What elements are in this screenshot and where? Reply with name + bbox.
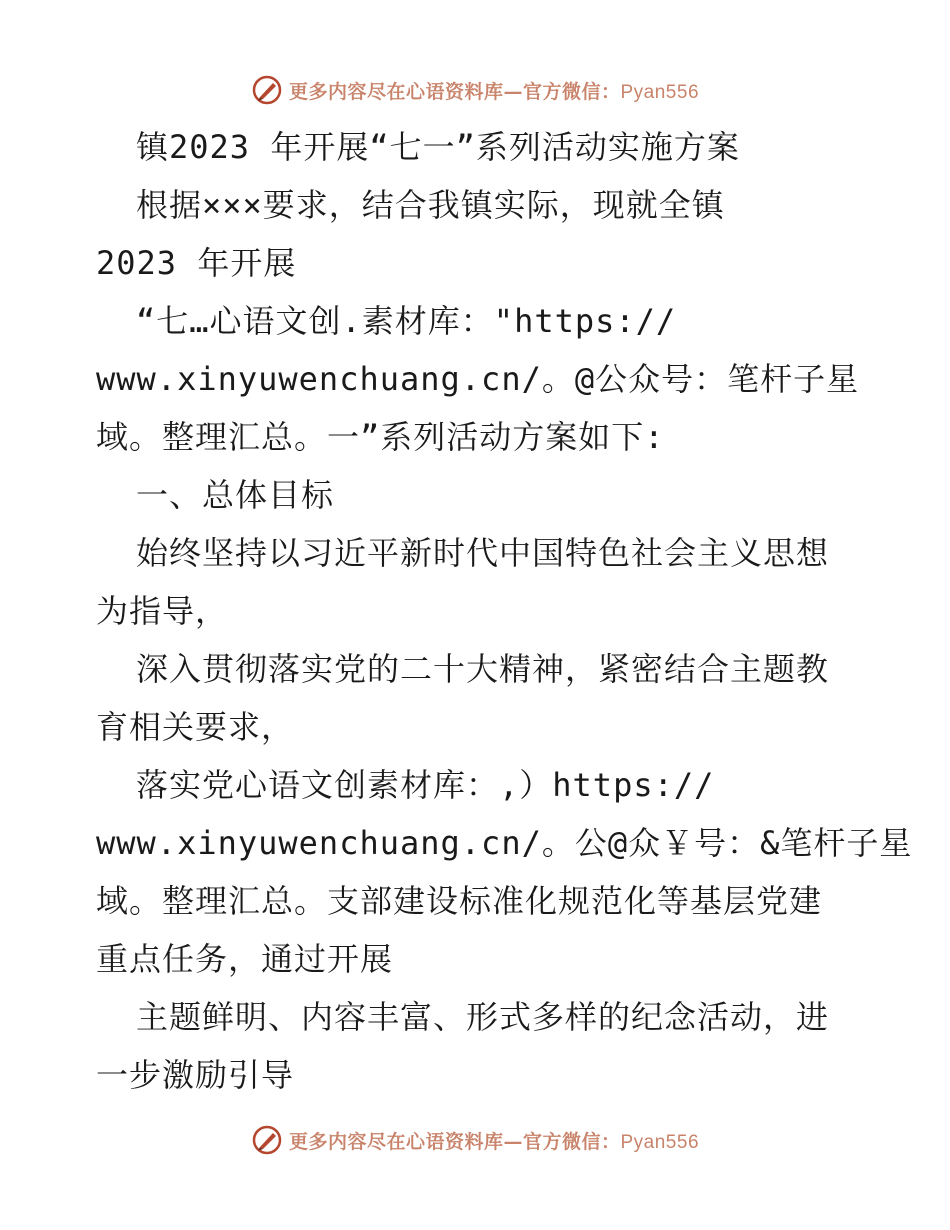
document-line: 镇2023 年开展“七一”系列活动实施方案 — [136, 128, 740, 166]
document-line: 域。整理汇总。支部建设标准化规范化等基层党建 — [96, 882, 823, 920]
document-line: 一、总体目标 — [136, 476, 335, 514]
document-line: 始终坚持以习近平新时代中国特色社会主义思想 — [136, 534, 830, 572]
document-line: 落实党心语文创素材库：,）https:// — [136, 766, 715, 804]
document-line: 深入贯彻落实党的二十大精神，紧密结合主题教 — [136, 650, 830, 688]
document-line: www.xinyuwenchuang.cn/。公@众￥号：&笔杆子星 — [96, 824, 913, 862]
footer-banner: 更多内容尽在心语资料库—官方微信：Pyan556 — [288, 1130, 700, 1153]
document-line: 域。整理汇总。一”系列活动方案如下: — [96, 418, 665, 456]
footer-brand: Pyan556 — [620, 1131, 700, 1153]
document-body — [96, 118, 913, 1104]
document-line: 2023 年开展 — [96, 244, 297, 282]
pen-logo-icon — [251, 74, 283, 106]
header-brand: Pyan556 — [620, 81, 700, 103]
document-line: 主题鲜明、内容丰富、形式多样的纪念活动，进 — [136, 998, 830, 1036]
document-line: 重点任务，通过开展 — [96, 940, 394, 978]
document-line: www.xinyuwenchuang.cn/。@公众号：笔杆子星 — [96, 360, 860, 398]
pen-logo-icon — [251, 1124, 283, 1156]
document-line: 为指导， — [96, 592, 229, 630]
footer-watermark — [0, 1120, 950, 1160]
document-line: “七…心语文创.素材库："https:// — [136, 302, 677, 340]
document-line: 一步激励引导 — [96, 1056, 295, 1094]
document-line: 育相关要求， — [96, 708, 295, 746]
document-line: 根据×××要求，结合我镇实际，现就全镇 — [136, 186, 725, 224]
header-watermark — [0, 70, 950, 110]
header-banner: 更多内容尽在心语资料库—官方微信：Pyan556 — [288, 80, 700, 103]
